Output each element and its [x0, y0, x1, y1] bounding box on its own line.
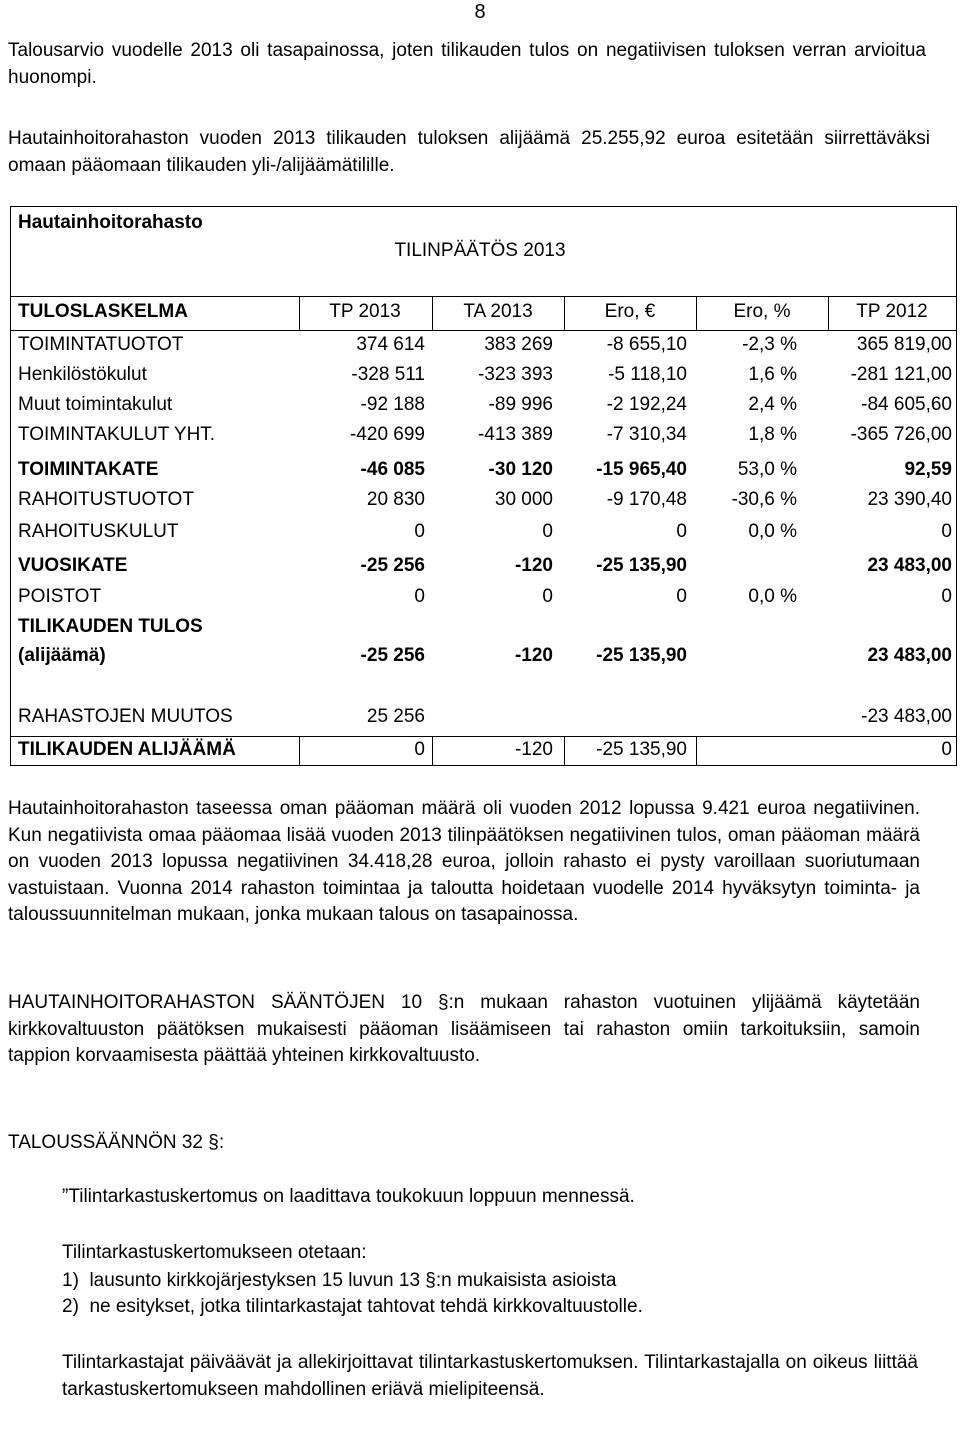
- table-cell: TILIKAUDEN ALIJÄÄMÄ: [18, 739, 236, 760]
- table-cell: TILIKAUDEN TULOS: [18, 616, 203, 637]
- table-cell: -120: [514, 645, 553, 666]
- section-heading: TALOUSSÄÄNNÖN 32 §:: [8, 1132, 225, 1153]
- table-cell: 0,0 %: [748, 521, 797, 542]
- equity-paragraph: Hautainhoitorahaston taseessa oman pääoman määrä oli vuoden 2012 lopussa 9.421 euroa negatiivinen. Kun negatiivista omaa pääomaa lisää vuoden 2013 tilinpäätöksen negatiivinen tulos, oman pääoman määrä on vuoden 2013 lopussa negatiivinen 34.418,28 euroa, jolloin rahasto ei pysty varoillaan suoriutumaan vastuistaan. Vuonna 2014 rahaston toimintaa ja taloutta hoidetaan vuodelle 2014 hyväksytyn toiminta- ja taloussuunnitelman mukaan, jonka mukaan talous on tasapainossa.: [8, 798, 920, 925]
- header-cell: TP 2013: [329, 301, 401, 322]
- table-cell: -30 120: [488, 459, 553, 480]
- table-cell: 0: [676, 586, 687, 607]
- quote-line: ”Tilintarkastuskertomus on laadittava toukokuun loppuun mennessä.: [62, 1186, 635, 1207]
- table-row: [0, 334, 960, 364]
- list-item: 2) ne esitykset, jotka tilintarkastajat tahtovat tehdä kirkkovaltuustolle.: [62, 1296, 643, 1317]
- table-cell: 0: [542, 586, 553, 607]
- table-line: [10, 736, 957, 737]
- final-paragraph: Tilintarkastajat päiväävät ja allekirjoittavat tilintarkastuskertomuksen. Tilintarkastajalla on oikeus liittää tarkastuskertomukseen mahdollinen eriävä mielipiteensä.: [62, 1352, 918, 1400]
- list-intro: Tilintarkastuskertomukseen otetaan:: [62, 1242, 367, 1263]
- table-cell: 0: [941, 586, 952, 607]
- table-row: [0, 739, 960, 769]
- table-cell: Muut toimintakulut: [18, 394, 173, 415]
- header-cell: Ero, €: [604, 301, 656, 322]
- table-row: [0, 459, 960, 489]
- table-cell: -120: [514, 739, 553, 760]
- table-row: [0, 364, 960, 394]
- table-row: [0, 706, 960, 736]
- table-cell: 92,59: [904, 459, 952, 480]
- table-cell: -420 699: [349, 424, 425, 445]
- table-cell: -25 256: [360, 645, 425, 666]
- table-cell: RAHOITUSTUOTOT: [18, 489, 194, 510]
- table-name: Hautainhoitorahasto: [18, 212, 203, 233]
- table-cell: 23 390,40: [867, 489, 952, 510]
- table-cell: 23 483,00: [867, 555, 952, 576]
- header-cell: Ero, %: [733, 301, 791, 322]
- table-cell: -9 170,48: [606, 489, 687, 510]
- rules-paragraph: HAUTAINHOITORAHASTON SÄÄNTÖJEN 10 §:n mukaan rahaston vuotuinen ylijäämä käytetään kirkkovaltuuston päätöksen mukaisesti pääoman lisäämiseen tai rahaston omiin tarkoituksiin, samoin tappion korvaamisesta päättää yhteinen kirkkovaltuusto.: [8, 992, 920, 1066]
- table-cell: -25 135,90: [596, 645, 687, 666]
- header-cell: TA 2013: [463, 301, 533, 322]
- table-cell: TOIMINTAKATE: [18, 459, 159, 480]
- table-cell: -2 192,24: [606, 394, 687, 415]
- table-cell: 383 269: [484, 334, 553, 355]
- table-cell: -365 726,00: [850, 424, 952, 445]
- table-cell: -84 605,60: [861, 394, 952, 415]
- table-cell: 0: [941, 521, 952, 542]
- table-cell: 2,4 %: [748, 394, 797, 415]
- table-cell: -281 121,00: [850, 364, 952, 385]
- table-cell: 374 614: [356, 334, 425, 355]
- table-cell: POISTOT: [18, 586, 102, 607]
- table-cell: 0: [676, 521, 687, 542]
- table-cell: -120: [514, 555, 553, 576]
- table-row: [0, 555, 960, 585]
- list-item: 1) lausunto kirkkojärjestyksen 15 luvun 13 §:n mukaisista asioista: [62, 1270, 617, 1291]
- table-cell: 25 256: [366, 706, 425, 727]
- table-cell: -413 389: [477, 424, 553, 445]
- table-cell: -92 188: [360, 394, 425, 415]
- table-cell: 0: [414, 521, 425, 542]
- table-cell: 0: [941, 739, 952, 760]
- table-row: [0, 489, 960, 519]
- header-cell: TP 2012: [856, 301, 928, 322]
- table-cell: 53,0 %: [737, 459, 797, 480]
- table-cell: -8 655,10: [606, 334, 687, 355]
- table-cell: 1,6 %: [748, 364, 797, 385]
- table-cell: RAHOITUSKULUT: [18, 521, 179, 542]
- table-cell: -7 310,34: [606, 424, 687, 445]
- table-cell: (alijäämä): [18, 645, 106, 666]
- table-cell: -328 511: [351, 364, 425, 385]
- intro-paragraph-1: Talousarvio vuodelle 2013 oli tasapainossa, joten tilikauden tulos on negatiivisen tuloksen verran arvioitua huonompi.: [8, 40, 926, 88]
- table-title: TILINPÄÄTÖS 2013: [394, 240, 566, 261]
- table-cell: 0: [414, 586, 425, 607]
- table-cell: -15 965,40: [596, 459, 687, 480]
- table-cell: 30 000: [494, 489, 553, 510]
- page-number: 8: [474, 1, 486, 23]
- table-cell: -25 135,90: [596, 739, 687, 760]
- table-cell: -25 256: [360, 555, 425, 576]
- table-cell: -323 393: [477, 364, 553, 385]
- table-cell: 23 483,00: [867, 645, 952, 666]
- table-cell: -5 118,10: [608, 364, 687, 385]
- table-row: [0, 616, 960, 646]
- header-cell: TULOSLASKELMA: [18, 301, 188, 322]
- table-cell: -25 135,90: [596, 555, 687, 576]
- table-row: [0, 394, 960, 424]
- intro-paragraph-2: Hautainhoitorahaston vuoden 2013 tilikauden tuloksen alijäämä 25.255,92 euroa esitetään siirrettäväksi omaan pääomaan tilikauden yli-/alijäämätilille.: [8, 128, 930, 176]
- table-cell: -89 996: [488, 394, 553, 415]
- table-row: [0, 586, 960, 616]
- table-cell: 0: [542, 521, 553, 542]
- table-cell: 0: [414, 739, 425, 760]
- table-header-row: [0, 301, 960, 331]
- table-cell: TOIMINTAKULUT YHT.: [18, 424, 216, 445]
- table-cell: 1,8 %: [748, 424, 797, 445]
- table-cell: TOIMINTATUOTOT: [18, 334, 184, 355]
- table-cell: 365 819,00: [856, 334, 952, 355]
- table-row: [0, 645, 960, 675]
- table-cell: 0,0 %: [748, 586, 797, 607]
- table-cell: -46 085: [360, 459, 425, 480]
- table-cell: Henkilöstökulut: [18, 364, 147, 385]
- table-cell: -23 483,00: [861, 706, 952, 727]
- table-row: [0, 424, 960, 454]
- table-line: [10, 296, 957, 297]
- table-row: [0, 521, 960, 551]
- table-cell: -2,3 %: [742, 334, 797, 355]
- table-cell: VUOSIKATE: [18, 555, 128, 576]
- table-cell: -30,6 %: [731, 489, 797, 510]
- table-cell: 20 830: [366, 489, 425, 510]
- table-cell: RAHASTOJEN MUUTOS: [18, 706, 233, 727]
